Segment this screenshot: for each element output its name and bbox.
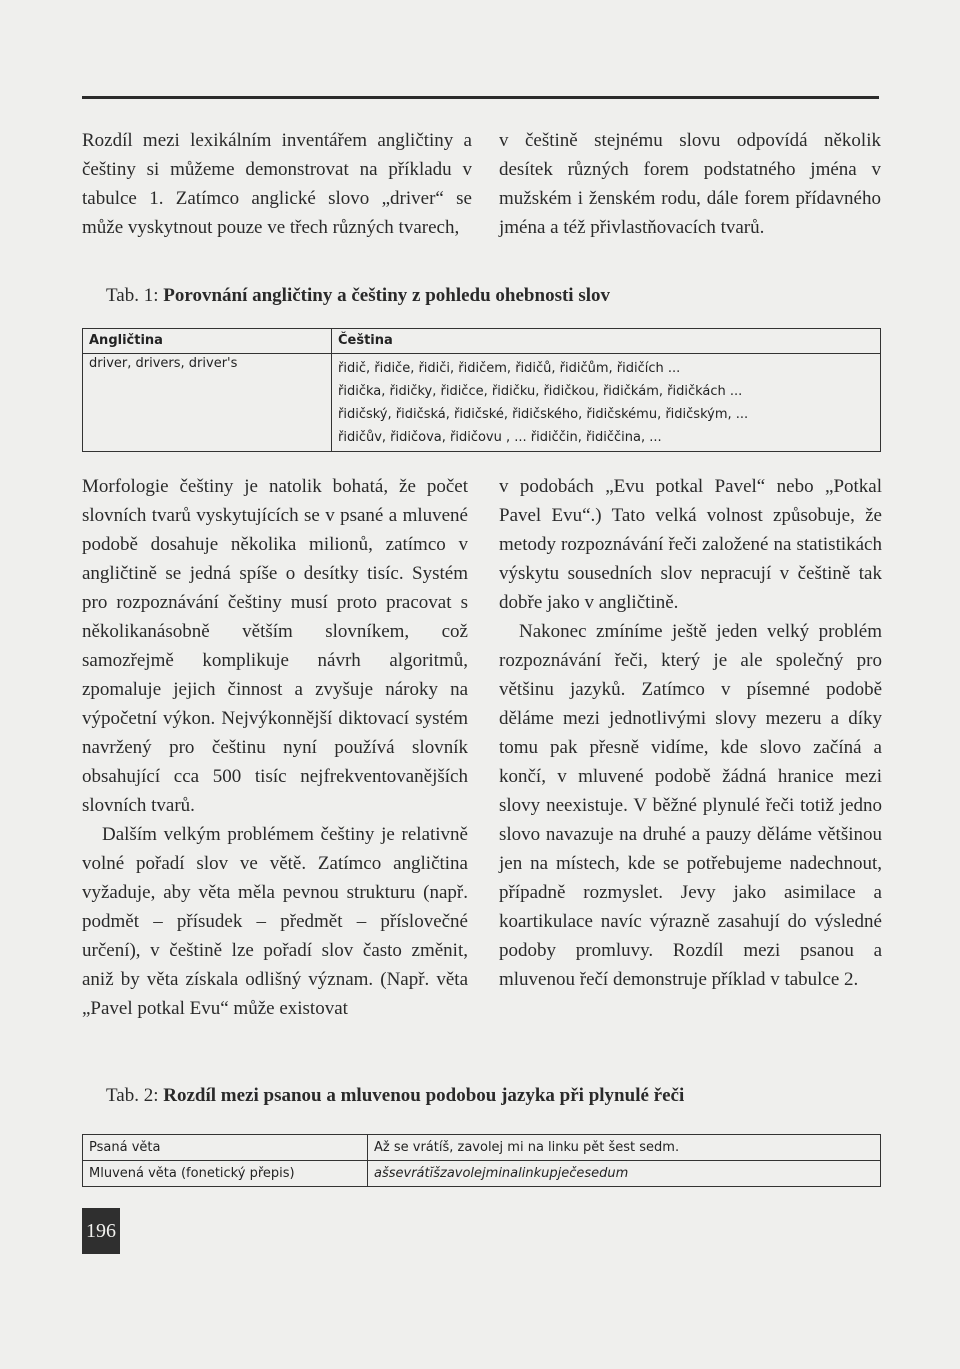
table1-header-row [83,329,881,354]
table2-row-label: Psaná věta [83,1135,368,1161]
table2-written-vs-spoken [82,1134,881,1187]
czech-forms-line: řidičský, řidičská, řidičské, řidičského, řidičskému, řidičským, ... [338,407,749,422]
table2-row [83,1161,881,1187]
table1-row [83,354,881,452]
table1-czech-forms [332,354,881,452]
body-paragraph: Morfologie češtiny je natolik bohatá, že počet slovních tvarů vyskytujících se v psané a mluvené podobě dosahuje několika milionů, zatímco v angličtině se jedná spíše o desítky tisíc. Systém pro rozpoznávání češtiny musí proto pracovat s několikanásobně větším slovníkem, což samozřejmě komplikuje návrh algoritmů, zpomaluje jejich činnost a zvyšuje nároky na výpočetní výkon. Nejvýkonnější diktovací systém navržený pro češtinu nyní používá slovník obsahující cca 500 tisíc nejfrekventovanějších slovních tvarů. [82,476,468,816]
intro-left-column [82,126,472,242]
table1-inflection-comparison [82,328,881,452]
table1-header-czech: Čeština [332,329,881,354]
body-paragraph: Dalším velkým problémem češtiny je relativně volné pořadí slov ve větě. Zatímco angličtina vyžaduje, aby věta měla pevnou strukturu (např. podmět – přísudek – předmět – příslovečné určení), v češtině lze pořadí slov často změnit, aniž by věta získala odlišný význam. (Např. věta „Pavel potkal Evu“ může existovat [82,824,468,1019]
intro-paragraph-right: v češtině stejnému slovu odpovídá několik desítek různých forem podstatného jména v mužském i ženském rodu, dále forem přídavného jména a též přivlastňovacích tvarů. [499,130,881,238]
table2-caption-label: Tab. 2: [106,1085,159,1106]
intro-paragraph-left: Rozdíl mezi lexikálním inventářem angličtiny a češtiny si můžeme demonstrovat na příkladu v tabulce 1. Zatímco anglické slovo „driver“ se může vyskytnout pouze ve třech různých tvarech, [82,130,472,238]
table2-row-value: Až se vrátíš, zavolej mi na linku pět šest sedm. [368,1135,881,1161]
czech-forms-line: řidička, řidičky, řidičce, řidičku, řidičkou, řidičkám, řidičkách ... [338,384,743,399]
table2-row [83,1135,881,1161]
body-paragraph: v podobách „Evu potkal Pavel“ nebo „Potkal Pavel Evu“.) Tato velká volnost způsobuje, že metody rozpoznávání řeči založené na statistikách výskytu sousedních slov nepracují v češtině tak dobře jako v angličtině. [499,476,882,613]
intro-right-column [499,126,881,242]
body-right-column [499,472,882,994]
table2-caption [106,1084,684,1108]
table1-caption-title: Porovnání angličtiny a češtiny z pohledu ohebnosti slov [163,285,610,306]
table1-caption-label: Tab. 1: [106,285,159,306]
table1-english-forms: driver, drivers, driver's [83,354,332,452]
table1-header-english: Angličtina [83,329,332,354]
header-rule [82,96,879,99]
body-left-column [82,472,468,1023]
table2-caption-title: Rozdíl mezi psanou a mluvenou podobou jazyka při plynulé řeči [163,1085,685,1106]
czech-forms-line: řidič, řidiče, řidiči, řidičem, řidičů, řidičům, řidičích ... [338,361,681,376]
table1-caption [106,284,610,308]
page-number-badge: 196 [82,1208,120,1254]
czech-forms-line: řidičův, řidičova, řidičovu , ... řidiččin, řidiččina, ... [338,430,662,445]
table2-row-label: Mluvená věta (fonetický přepis) [83,1161,368,1187]
body-paragraph: Nakonec zmíníme ještě jeden velký problém rozpoznávání řeči, který je ale společný pro většinu jazyků. Zatímco v písemné podobě děláme mezi jednotlivými slovy mezeru a díky tomu pak přesně vidíme, kde slovo začíná a končí, v mluvené podobě žádná hranice mezi slovy neexistuje. V běžné plynulé řeči totiž jedno slovo navazuje na druhé a pauzy děláme většinou jen na místech, kde se potřebujeme nadechnout, případně rozmyslet. Jevy jako asimilace a koartikulace navíc výrazně zasahují do výsledné podoby promluvy. Rozdíl mezi psanou a mluvenou řečí demonstruje příklad v tabulce 2. [499,621,882,990]
table2-row-value-phonetic: ašsevrátĭšzavolejminalinkupječesedum [368,1161,881,1187]
